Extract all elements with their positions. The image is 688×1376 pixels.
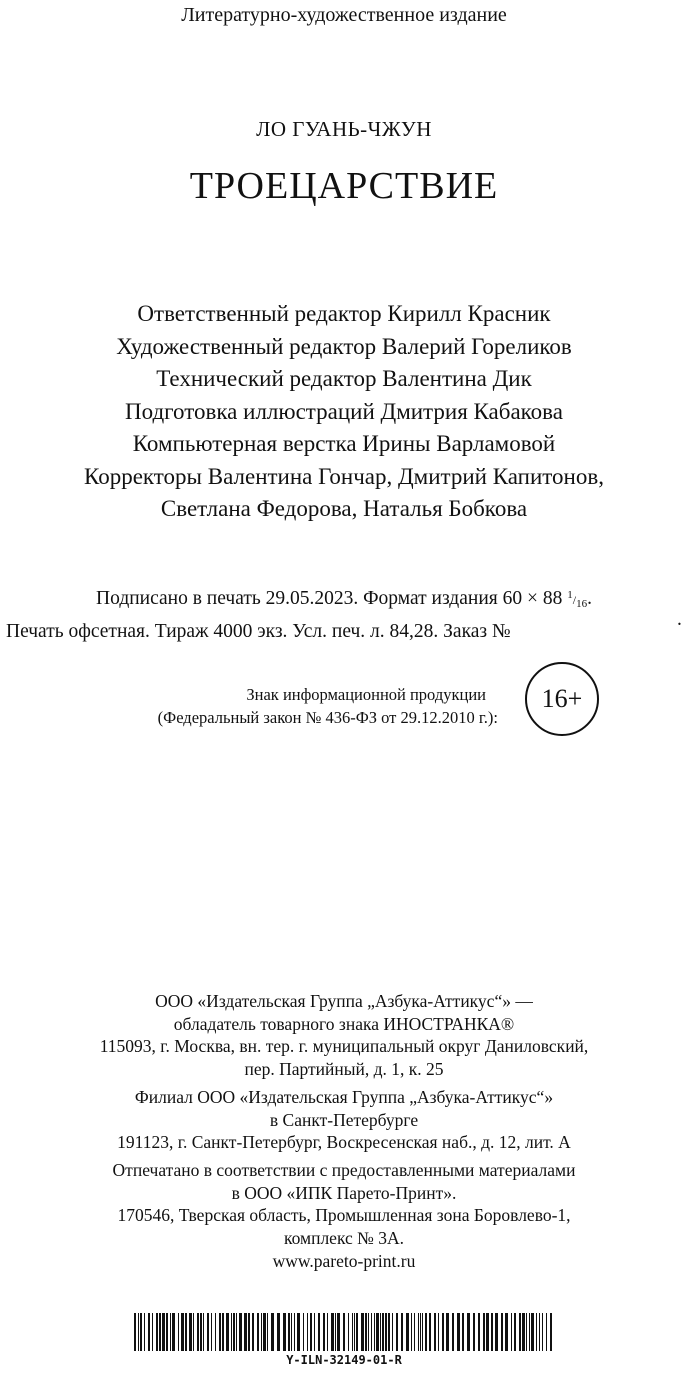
imprint-line: www.pareto-print.ru (272, 1250, 416, 1271)
barcode-bar (550, 1313, 552, 1351)
barcode-bar (442, 1313, 444, 1351)
barcode-bar (181, 1313, 184, 1351)
barcode-bar (297, 1313, 300, 1351)
book-title: ТРОЕЦАРСТВИЕ (189, 165, 499, 207)
barcode-bar (457, 1313, 460, 1351)
barcode-bar (529, 1313, 530, 1351)
barcode-bar (452, 1313, 454, 1351)
barcode-bar (291, 1313, 292, 1351)
barcode-bar (467, 1313, 470, 1351)
barcode-bar (473, 1313, 475, 1351)
barcode-bar (352, 1313, 353, 1351)
barcode-bar (392, 1313, 393, 1351)
barcode-bar (546, 1313, 547, 1351)
barcode-bar (152, 1313, 153, 1351)
imprint-line: комплекс № 3А. (283, 1228, 404, 1249)
barcode-bar (491, 1313, 493, 1351)
credit-line: Подготовка иллюстраций Дмитрия Кабакова (125, 398, 563, 424)
barcode-bar (233, 1313, 235, 1351)
barcode-bar (434, 1313, 436, 1351)
barcode-bar (331, 1313, 334, 1351)
barcode-bar (189, 1313, 192, 1351)
imprint-line: обладатель товарного знака ИНОСТРАНКА® (173, 1013, 515, 1034)
barcode-bar (542, 1313, 543, 1351)
age-rating-value: 16+ (541, 684, 583, 713)
barcode-bar (263, 1313, 266, 1351)
barcode-bar (203, 1313, 204, 1351)
credit-line: Ответственный редактор Кирилл Красник (137, 301, 551, 326)
barcode-bar (511, 1313, 512, 1351)
barcode-bar (526, 1313, 527, 1351)
barcode-bar (536, 1313, 537, 1351)
imprint-line: ООО «Издательская Группа „Азбука-Аттикус“» — (155, 991, 533, 1011)
barcode-bar (505, 1313, 508, 1351)
age-rating-label-line2: (Федеральный закон № 436-ФЗ от 29.12.2010 г.): (157, 708, 498, 727)
print-info (0, 582, 688, 645)
barcode-bar (283, 1313, 286, 1351)
barcode-bar (222, 1313, 224, 1351)
barcode-bar (361, 1313, 364, 1351)
barcode-bar (418, 1313, 419, 1351)
barcode-bar (318, 1313, 320, 1351)
barcode-bar (514, 1313, 516, 1351)
credits-block (0, 298, 688, 526)
barcode-bar (365, 1313, 367, 1351)
print-line-1-text: Подписано в печать 29.05.2023. Формат издания 60 × 88 (96, 588, 563, 609)
barcode-bar (429, 1313, 431, 1351)
imprint-line: пер. Партийный, д. 1, к. 25 (244, 1059, 444, 1080)
barcode-bar (231, 1313, 232, 1351)
credit-line: Технический редактор Валентина Дик (156, 366, 532, 391)
barcode-bar (159, 1313, 161, 1351)
age-rating-label-line1: Знак информационной продукции (246, 685, 486, 704)
author-name: ЛО ГУАНЬ-ЧЖУН (256, 117, 432, 141)
imprint-line: 170546, Тверская область, Промышленная зона Боровлево-1, (117, 1205, 571, 1226)
barcode-bar (323, 1313, 325, 1351)
barcode-bar (219, 1313, 221, 1351)
barcode-bar (200, 1313, 202, 1351)
barcode-bar (348, 1313, 349, 1351)
barcode-bar (185, 1313, 187, 1351)
barcode-bar (248, 1313, 250, 1351)
barcode-bar (483, 1313, 485, 1351)
barcode-bar (144, 1313, 145, 1351)
barcode-bar (314, 1313, 315, 1351)
barcode-bar (310, 1313, 312, 1351)
barcode-bar (162, 1313, 165, 1351)
barcode-bar (170, 1313, 171, 1351)
order-number-end: . (677, 609, 682, 630)
barcode-bar (438, 1313, 439, 1351)
barcode-bar (335, 1313, 336, 1351)
barcode-bar (446, 1313, 449, 1351)
barcode-bar (138, 1313, 139, 1351)
barcode-bar (140, 1313, 142, 1351)
age-rating-label (158, 683, 498, 729)
barcode-bar (420, 1313, 421, 1351)
barcode-bar (382, 1313, 384, 1351)
barcode-bar (244, 1313, 247, 1351)
barcode-bar (406, 1313, 409, 1351)
barcode-bar (148, 1313, 150, 1351)
barcode-bar (197, 1313, 199, 1351)
barcode-bar (368, 1313, 369, 1351)
barcode-bar (207, 1313, 209, 1351)
barcode-bar (495, 1313, 498, 1351)
barcode-bar (267, 1313, 268, 1351)
barcode-bar (531, 1313, 534, 1351)
barcode-text: Y-ILN-32149-01-R (286, 1353, 402, 1367)
barcode-bar (337, 1313, 340, 1351)
imprint-line: Отпечатано в соответствии с предоставленными материалами (112, 1159, 576, 1180)
barcode-bar (166, 1313, 168, 1351)
barcode (134, 1313, 554, 1351)
barcode-bar (236, 1313, 237, 1351)
barcode-bar (371, 1313, 372, 1351)
age-rating-badge (525, 662, 599, 736)
barcode-bar (396, 1313, 398, 1351)
barcode-bar (422, 1313, 423, 1351)
imprint-line: Филиал ООО «Издательская Группа „Азбука-Аттикус“» (134, 1086, 554, 1107)
barcode-bar (178, 1313, 179, 1351)
barcode-bar (303, 1313, 304, 1351)
imprint-block (0, 990, 688, 1272)
format-fraction: $^1/_{16}$ (567, 589, 588, 610)
barcode-bar (327, 1313, 328, 1351)
barcode-bar (226, 1313, 229, 1351)
genre-line: Литературно-художественное издание (181, 4, 507, 26)
barcode-bar (486, 1313, 489, 1351)
barcode-bar (307, 1313, 308, 1351)
credit-line: Светлана Федорова, Наталья Бобкова (160, 496, 528, 521)
barcode-bar (261, 1313, 262, 1351)
barcode-bar (277, 1313, 280, 1351)
barcode-bar (501, 1313, 503, 1351)
barcode-bar (172, 1313, 175, 1351)
barcode-bar (156, 1313, 158, 1351)
barcode-bar (401, 1313, 403, 1351)
barcode-bar (385, 1313, 387, 1351)
barcode-bar (519, 1313, 521, 1351)
fraction-numerator: 1 (567, 589, 573, 601)
credit-line: Компьютерная верстка Ирины Варламовой (132, 431, 556, 456)
barcode-bar (539, 1313, 540, 1351)
barcode-bar (239, 1313, 242, 1351)
barcode-bar (380, 1313, 381, 1351)
barcode-bar (257, 1313, 259, 1351)
print-line-2-text: Печать офсетная. Тираж 4000 экз. Усл. печ. л. 84,28. Заказ № (6, 621, 511, 642)
barcode-bar (388, 1313, 390, 1351)
barcode-bar (271, 1313, 274, 1351)
barcode-bar (425, 1313, 427, 1351)
barcode-bar (356, 1313, 358, 1351)
barcode-bar (414, 1313, 415, 1351)
imprint-line: в ООО «ИПК Парето-Принт». (231, 1182, 457, 1203)
barcode-bar (134, 1313, 136, 1351)
barcode-bar (354, 1313, 355, 1351)
barcode-bar (252, 1313, 254, 1351)
fraction-denominator: 16 (576, 598, 588, 610)
imprint-line: 115093, г. Москва, вн. тер. г. муниципальный округ Даниловский, (99, 1036, 589, 1057)
barcode-bar (478, 1313, 480, 1351)
print-line-1-end: . (587, 588, 592, 609)
barcode-bar (215, 1313, 216, 1351)
imprint-line: в Санкт-Петербурге (269, 1109, 419, 1130)
barcode-bar (294, 1313, 295, 1351)
barcode-bar (211, 1313, 212, 1351)
print-line-1 (0, 582, 688, 618)
barcode-bar (374, 1313, 375, 1351)
barcode-bar (193, 1313, 194, 1351)
barcode-bar (522, 1313, 525, 1351)
barcode-bar (288, 1313, 290, 1351)
print-line-2 (0, 618, 688, 645)
barcode-bar (462, 1313, 464, 1351)
credit-line: Корректоры Валентина Гончар, Дмитрий Капитонов, (84, 463, 604, 489)
imprint-line: 191123, г. Санкт-Петербург, Воскресенская наб., д. 12, лит. А (117, 1132, 571, 1153)
credit-line: Художественный редактор Валерий Гореликов (116, 333, 572, 359)
barcode-bar (411, 1313, 412, 1351)
barcode-bar (343, 1313, 345, 1351)
barcode-bar (376, 1313, 379, 1351)
